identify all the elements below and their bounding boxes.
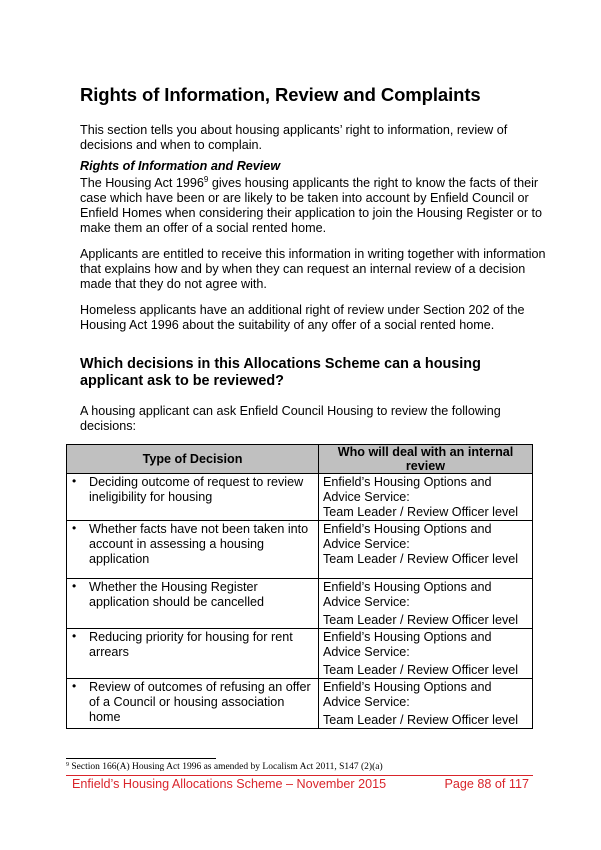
table-intro: A housing applicant can ask Enfield Council Housing to review the following decisions:: [80, 404, 501, 433]
footnote-number: 9: [66, 762, 69, 768]
reviewer-cell: Enfield’s Housing Options and Advice Service: Team Leader / Review Officer level: [319, 474, 533, 521]
paragraph-text-end: gives housing applicants the right to know the facts of their case which have been or are likely to be taken into account by Enfield Council or Enfield Homes when considering their application to join the Housing Register or to make them an offer of a social rented home.: [80, 176, 543, 235]
column-header-type: Type of Decision: [67, 445, 319, 474]
footer-page-number: Page 88 of 117: [444, 777, 529, 791]
bullet-icon: •: [72, 629, 77, 643]
paragraph-entitled: Applicants are entitled to receive this information in writing together with information that explains how and by when they can request an internal review of a decision made that they do not agree with.: [80, 247, 546, 291]
decision-cell: • Whether facts have not been taken into account in assessing a housing application: [67, 521, 319, 579]
footnote-separator: [66, 758, 216, 759]
review-decisions-table: [66, 444, 533, 729]
bullet-icon: •: [72, 579, 77, 593]
table-header-row: [67, 445, 533, 474]
footer-divider: [66, 775, 533, 776]
bullet-icon: •: [72, 521, 77, 535]
paragraph-text-start: The Housing Act 1996: [80, 176, 204, 190]
bullet-icon: •: [72, 474, 77, 488]
table-row: [67, 474, 533, 521]
reviewer-cell: Enfield’s Housing Options and Advice Service: Team Leader / Review Officer level: [319, 679, 533, 729]
paragraph-homeless: Homeless applicants have an additional right of review under Section 202 of the Housing Act 1996 about the suitability of any offer of a social rented home.: [80, 303, 525, 332]
reviewer-cell: Enfield’s Housing Options and Advice Service: Team Leader / Review Officer level: [319, 579, 533, 629]
table-row: [67, 679, 533, 729]
footnote-reference[interactable]: 9: [203, 175, 209, 184]
footnote: [66, 762, 383, 772]
table-row: [67, 579, 533, 629]
page-title: Rights of Information, Review and Complaints: [80, 84, 481, 105]
table-row: [67, 629, 533, 679]
bullet-icon: •: [72, 679, 77, 693]
decision-cell: • Deciding outcome of request to review ineligibility for housing: [67, 474, 319, 521]
footer-document-title: Enfield’s Housing Allocations Scheme – November 2015: [72, 777, 387, 791]
subheading-rights: Rights of Information and Review: [80, 159, 281, 173]
table-row: [67, 521, 533, 579]
decision-cell: • Whether the Housing Register application should be cancelled: [67, 579, 319, 629]
decision-cell: • Reducing priority for housing for rent arrears: [67, 629, 319, 679]
intro-paragraph: This section tells you about housing applicants’ right to information, review of decisions and when to complain.: [80, 123, 508, 152]
reviewer-cell: Enfield’s Housing Options and Advice Service: Team Leader / Review Officer level: [319, 521, 533, 579]
decision-cell: • Review of outcomes of refusing an offer of a Council or housing association home: [67, 679, 319, 729]
section-heading-decisions: Which decisions in this Allocations Scheme can a housing applicant ask to be reviewed?: [80, 356, 481, 389]
footnote-text: Section 166(A) Housing Act 1996 as amended by Localism Act 2011, S147 (2)(a): [69, 762, 383, 772]
column-header-who: Who will deal with an internal review: [319, 445, 533, 474]
paragraph-housing-act: [80, 176, 550, 236]
reviewer-cell: Enfield’s Housing Options and Advice Service: Team Leader / Review Officer level: [319, 629, 533, 679]
